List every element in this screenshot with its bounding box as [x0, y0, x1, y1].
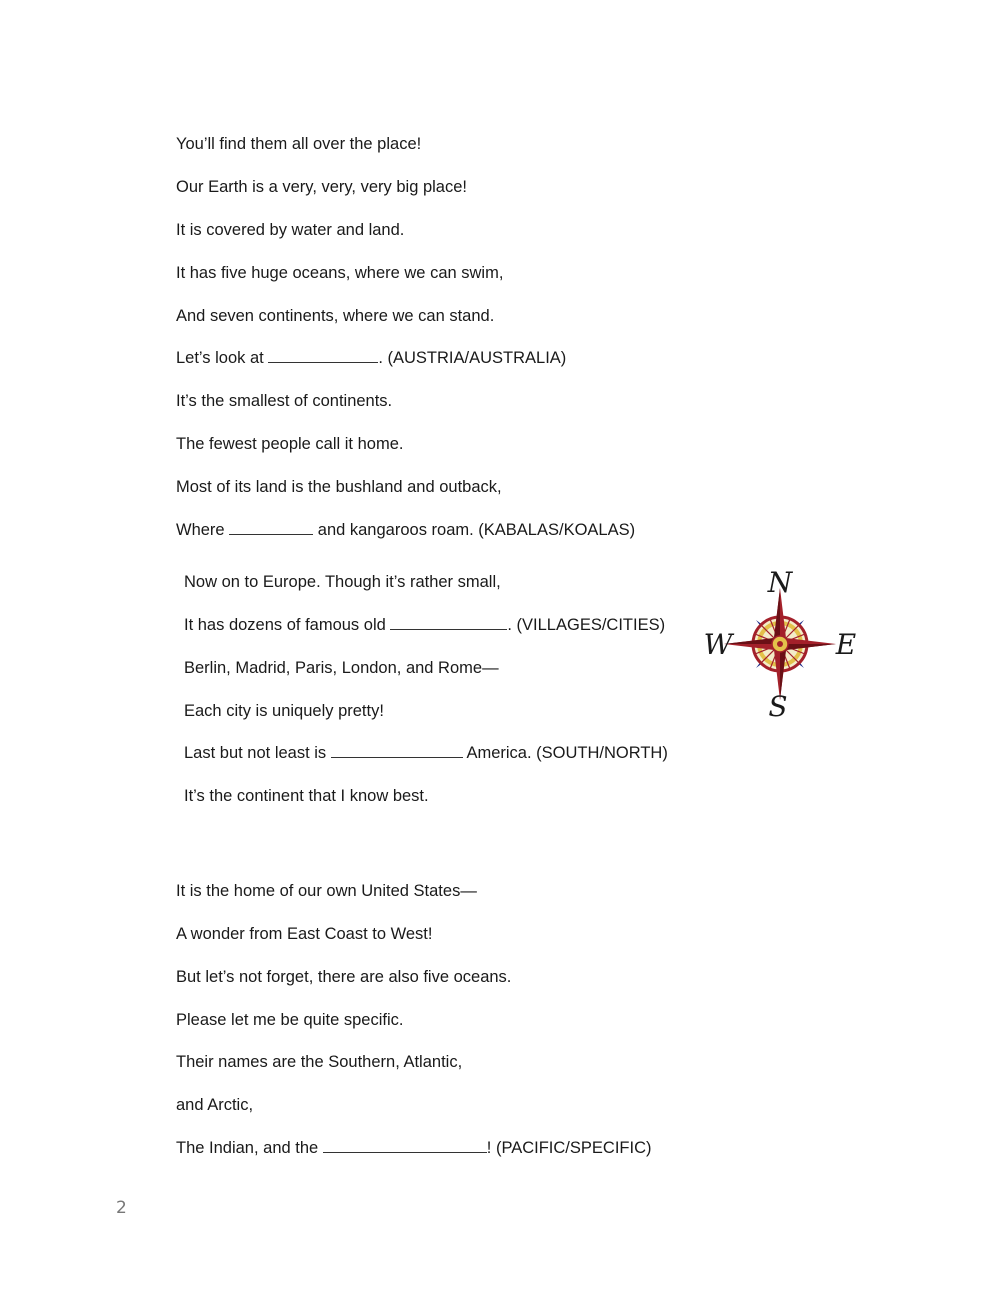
poem-line-with-blank: It has dozens of famous old . (VILLAGES/CITIES): [184, 616, 666, 634]
poem-line: Most of its land is the bushland and outback,: [176, 478, 502, 496]
poem-line: It’s the smallest of continents.: [176, 392, 393, 410]
poem-line-with-blank: Where and kangaroos roam. (KABALAS/KOALAS): [176, 521, 636, 539]
poem-line: And seven continents, where we can stand.: [176, 307, 495, 325]
answer-blank[interactable]: [331, 743, 463, 758]
poem-line: Please let me be quite specific.: [176, 1011, 404, 1029]
page-number: 2: [116, 1198, 127, 1218]
compass-south-label: S: [768, 690, 788, 722]
poem-line: A wonder from East Coast to West!: [176, 925, 433, 943]
poem-line-with-blank: Let’s look at . (AUSTRIA/AUSTRALIA): [176, 349, 567, 367]
poem-line: It has five huge oceans, where we can swim,: [176, 264, 504, 282]
compass-rose-icon: [700, 566, 860, 722]
poem-line: It’s the continent that I know best.: [184, 787, 429, 805]
poem-line: You’ll find them all over the place!: [176, 135, 422, 153]
answer-blank[interactable]: [229, 520, 313, 535]
answer-blank[interactable]: [323, 1138, 487, 1153]
poem-line: Each city is uniquely pretty!: [184, 702, 384, 720]
poem-line: Their names are the Southern, Atlantic,: [176, 1053, 463, 1071]
compass-east-label: E: [835, 628, 857, 661]
poem-line: and Arctic,: [176, 1096, 254, 1114]
poem-line-with-blank: The Indian, and the ! (PACIFIC/SPECIFIC): [176, 1139, 652, 1157]
compass-west-label: W: [703, 628, 733, 661]
poem-line-with-blank: Last but not least is America. (SOUTH/NORTH): [184, 744, 668, 762]
poem-line: Berlin, Madrid, Paris, London, and Rome—: [184, 659, 499, 677]
poem-line: It is covered by water and land.: [176, 221, 405, 239]
answer-blank[interactable]: [390, 615, 507, 630]
poem-line: It is the home of our own United States—: [176, 882, 477, 900]
compass-north-label: N: [767, 566, 793, 599]
poem-line: But let’s not forget, there are also five oceans.: [176, 968, 512, 986]
poem-line: The fewest people call it home.: [176, 435, 404, 453]
poem-line: Now on to Europe. Though it’s rather small,: [184, 573, 501, 591]
poem-line: Our Earth is a very, very, very big place!: [176, 178, 467, 196]
answer-blank[interactable]: [268, 348, 378, 363]
